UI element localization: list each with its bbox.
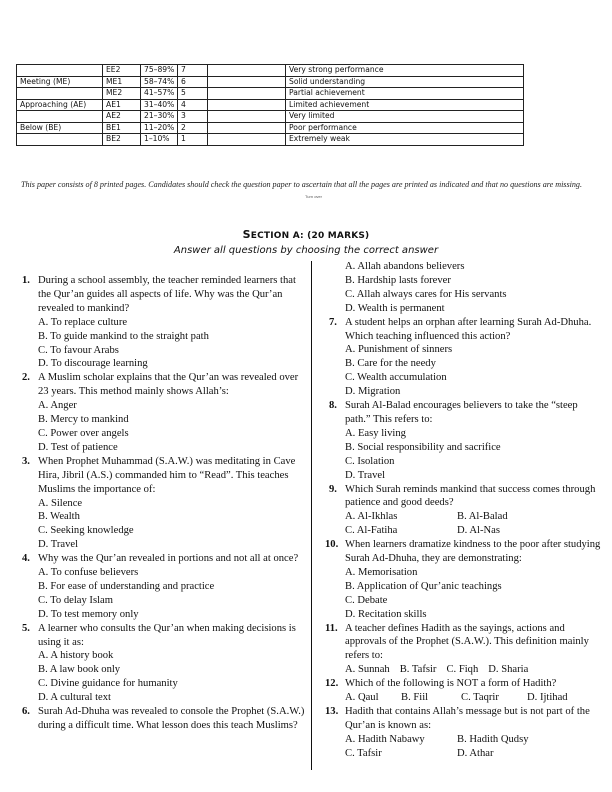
option-d[interactable]: D. Sharia	[488, 664, 529, 676]
code-cell: AE1	[103, 99, 141, 111]
level-cell	[17, 111, 103, 123]
option-d[interactable]: D. Recitation skills	[345, 608, 427, 620]
option-a[interactable]: A. Silence	[38, 497, 83, 509]
option-a[interactable]: A. Allah abandons believers	[345, 261, 465, 272]
question-3	[22, 455, 307, 552]
question-text: A student helps an orphan after learning Surah Ad-Dhuha. Which teaching influenced this action?	[345, 316, 592, 342]
options-row	[345, 663, 604, 677]
question-12	[325, 677, 604, 705]
options-row	[345, 510, 604, 524]
question-1	[22, 274, 307, 371]
question-text: A learner who consults the Qur’an when making decisions is using it as:	[38, 622, 296, 648]
blank-cell	[208, 134, 286, 146]
section-title-initial: S	[242, 228, 251, 241]
grading-table	[16, 64, 524, 146]
question-text: A teacher defines Hadith as the sayings, actions and approvals of the Prophet (S.A.W.). This definition mainly refers to:	[345, 622, 589, 662]
option-b[interactable]: B. Mercy to mankind	[38, 414, 129, 426]
option-c[interactable]: C. Debate	[345, 594, 388, 606]
description-cell: Very limited	[286, 111, 524, 123]
option-b[interactable]: B. Application of Qur’anic teachings	[345, 580, 502, 592]
question-8	[329, 399, 604, 482]
level-cell	[17, 88, 103, 100]
option-c[interactable]: C. Seeking knowledge	[38, 525, 134, 537]
blank-cell	[208, 99, 286, 111]
range-cell: 31–40%	[141, 99, 178, 111]
question-number: 6.	[22, 706, 30, 718]
option-c[interactable]: C. To delay Islam	[38, 594, 113, 606]
option-a[interactable]: A. Easy living	[345, 427, 406, 439]
blank-cell	[208, 88, 286, 100]
option-d[interactable]: D. A cultural text	[38, 692, 111, 704]
option-d[interactable]: D. Wealth is permanent	[345, 302, 445, 314]
option-d[interactable]: D. Migration	[345, 386, 401, 398]
option-c[interactable]: C. Wealth accumulation	[345, 372, 447, 384]
question-13	[325, 705, 604, 761]
option-d[interactable]: D. Al-Nas	[457, 525, 500, 537]
option-a[interactable]: A. Anger	[38, 400, 77, 412]
question-number: 10.	[325, 539, 339, 551]
question-text: When Prophet Muhammad (S.A.W.) was meditating in Cave Hira, Jibril (A.S.) commanded him to “Read”. This teaches Muslims the importance of:	[38, 455, 296, 495]
range-cell: 58–74%	[141, 76, 178, 88]
options-row	[345, 733, 604, 747]
range-cell: 11–20%	[141, 122, 178, 134]
blank-cell	[208, 111, 286, 123]
left-column	[22, 274, 307, 733]
question-9	[329, 483, 604, 539]
question-number: 8.	[329, 400, 337, 412]
points-cell: 3	[178, 111, 208, 123]
table-row	[17, 76, 524, 88]
table-row	[17, 111, 524, 123]
table-row	[17, 134, 524, 146]
option-c[interactable]: C. Al-Fatiha	[345, 525, 398, 537]
points-cell: 2	[178, 122, 208, 134]
description-cell: Extremely weak	[286, 134, 524, 146]
question-number: 4.	[22, 553, 30, 565]
section-title-rest: ECTION A: (20 MARKS)	[250, 231, 370, 241]
question-number: 13.	[325, 706, 339, 717]
turn-over-note: Turn over	[305, 194, 322, 199]
option-b[interactable]: B. Fiil	[401, 692, 429, 704]
table-row	[17, 88, 524, 100]
option-a[interactable]: A. Al-Ikhlas	[345, 511, 398, 523]
level-cell: Meeting (ME)	[17, 76, 103, 88]
option-a[interactable]: A. Memorisation	[345, 566, 418, 578]
question-6	[22, 705, 307, 733]
question-text: Why was the Qur’an revealed in portions and not all at once?	[38, 553, 299, 565]
question-text: Hadith that contains Allah’s message but is not part of the Qur’an is known as:	[345, 706, 590, 731]
option-a[interactable]: A. A history book	[38, 650, 114, 662]
options-row	[345, 524, 604, 538]
option-a[interactable]: A. Punishment of sinners	[345, 344, 453, 356]
question-4	[22, 552, 307, 622]
option-b[interactable]: B. Social responsibility and sacrifice	[345, 441, 501, 453]
option-b[interactable]: B. Tafsir	[399, 664, 437, 676]
option-c[interactable]: C. Isolation	[345, 455, 395, 467]
question-number: 12.	[325, 678, 339, 690]
description-cell: Limited achievement	[286, 99, 524, 111]
options-row	[345, 691, 604, 705]
question-6-options	[329, 260, 604, 316]
code-cell: BE2	[103, 134, 141, 146]
code-cell: AE2	[103, 111, 141, 123]
table-row	[17, 122, 524, 134]
question-10	[325, 538, 604, 621]
question-number: 1.	[22, 275, 30, 286]
table-row	[17, 99, 524, 111]
question-text: Which of the following is NOT a form of Hadith?	[345, 678, 557, 690]
option-a[interactable]: A. To confuse believers	[38, 567, 139, 579]
column-divider	[311, 261, 312, 770]
option-b[interactable]: B. Care for the needy	[345, 358, 436, 370]
question-text: During a school assembly, the teacher reminded learners that the Qur’an guides all aspects of life. Why was the Qur’an revealed to mankind?	[38, 275, 296, 314]
question-2	[22, 371, 307, 454]
range-cell: 41–57%	[141, 88, 178, 100]
level-cell: Below (BE)	[17, 122, 103, 134]
range-cell: 1–10%	[141, 134, 178, 146]
question-number: 5.	[22, 622, 30, 634]
option-c[interactable]: C. Taqrir	[461, 692, 499, 704]
blank-cell	[208, 122, 286, 134]
option-b[interactable]: B. Wealth	[38, 511, 80, 523]
question-number: 9.	[329, 483, 337, 495]
question-number: 7.	[329, 316, 337, 328]
right-column	[325, 260, 604, 761]
question-number: 3.	[22, 455, 30, 467]
code-cell: ME1	[103, 76, 141, 88]
option-d[interactable]: D. Test of patience	[38, 441, 118, 453]
section-subtitle: Answer all questions by choosing the correct answer	[173, 245, 439, 256]
points-cell: 6	[178, 76, 208, 88]
points-cell: 1	[178, 134, 208, 146]
points-cell: 5	[178, 88, 208, 100]
question-5	[22, 622, 307, 705]
question-number: 2.	[22, 372, 30, 384]
option-b[interactable]: B. For ease of understanding and practice	[38, 580, 215, 592]
options-row	[345, 747, 604, 761]
option-d[interactable]: D. Travel	[38, 539, 79, 551]
option-a[interactable]: A. Sunnah	[345, 664, 390, 676]
level-cell	[17, 65, 103, 77]
range-cell: 75–89%	[141, 65, 178, 77]
code-cell: BE1	[103, 122, 141, 134]
question-7	[329, 316, 604, 399]
option-d[interactable]: D. To discourage learning	[38, 358, 148, 370]
description-cell: Partial achievement	[286, 88, 524, 100]
option-a[interactable]: A. Qaul	[345, 692, 379, 704]
question-text: A Muslim scholar explains that the Qur’an was revealed over 23 years. This method mainly shows Allah’s:	[38, 372, 299, 398]
option-c[interactable]: C. Divine guidance for humanity	[38, 678, 178, 690]
description-cell: Poor performance	[286, 122, 524, 134]
description-cell: Very strong performance	[286, 65, 524, 77]
option-c[interactable]: C. Allah always cares for His servants	[345, 288, 507, 300]
table-row	[17, 65, 524, 77]
section-title	[0, 228, 612, 241]
option-b[interactable]: B. A law book only	[38, 664, 121, 676]
blank-cell	[208, 76, 286, 88]
range-cell: 21–30%	[141, 111, 178, 123]
code-cell: EE2	[103, 65, 141, 77]
option-b[interactable]: B. To guide mankind to the straight path	[38, 330, 209, 342]
description-cell: Solid understanding	[286, 76, 524, 88]
points-cell: 4	[178, 99, 208, 111]
question-text: Surah Ad-Dhuha was revealed to console the Prophet (S.A.W.) during a difficult time. What lesson does this teach Muslims?	[38, 706, 305, 731]
question-text: Which Surah reminds mankind that success comes through patience and good deeds?	[345, 483, 596, 509]
points-cell: 7	[178, 65, 208, 77]
question-text: Surah Al-Balad encourages believers to take the “steep path.” This refers to:	[345, 400, 578, 425]
question-11	[325, 622, 604, 678]
question-number: 11.	[325, 622, 338, 634]
option-b[interactable]: B. Hardship lasts forever	[345, 274, 451, 286]
option-c[interactable]: C. Fiqh	[446, 664, 479, 676]
code-cell: ME2	[103, 88, 141, 100]
option-d[interactable]: D. Travel	[345, 469, 386, 481]
paper-instructions: This paper consists of 8 printed pages. Candidates should check the question paper to ascertain that all the pages are printed as indicated and that no questions are missing.	[21, 180, 582, 189]
level-cell: Approaching (AE)	[17, 99, 103, 111]
level-cell	[17, 134, 103, 146]
option-b[interactable]: B. Al-Balad	[457, 511, 508, 523]
option-b[interactable]: B. Hadith Qudsy	[457, 733, 529, 745]
option-d[interactable]: D. To test memory only	[38, 608, 139, 620]
option-a[interactable]: A. Hadith Nabawy	[345, 733, 425, 745]
option-a[interactable]: A. To replace culture	[38, 316, 128, 328]
question-text: When learners dramatize kindness to the poor after studying Surah Ad-Dhuha, they are demonstrating:	[345, 539, 601, 565]
option-c[interactable]: C. Power over angels	[38, 427, 129, 439]
option-d[interactable]: D. Athar	[457, 747, 494, 759]
option-c[interactable]: C. To favour Arabs	[38, 344, 119, 356]
option-c[interactable]: C. Tafsir	[345, 747, 382, 759]
option-d[interactable]: D. Ijtihad	[527, 692, 568, 704]
blank-cell	[208, 65, 286, 77]
